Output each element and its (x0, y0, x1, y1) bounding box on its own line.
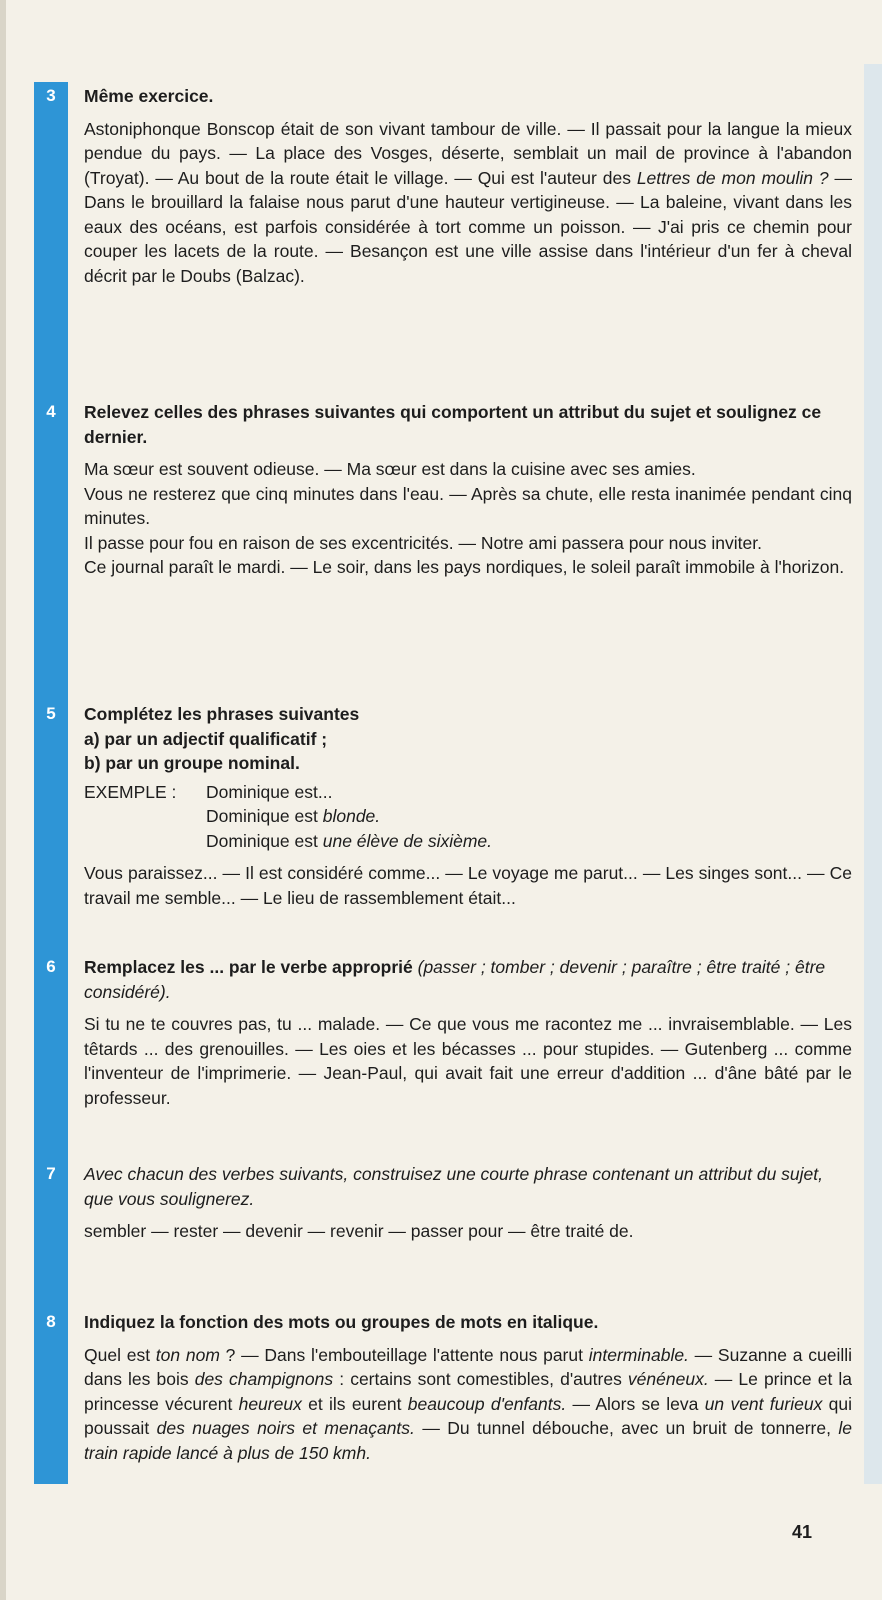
exercise-text: sembler — rester — devenir — revenir — passer pour — être traité de. (84, 1221, 634, 1241)
page-edge (0, 0, 6, 1600)
exercise-number: 6 (46, 957, 56, 976)
italic-text: blonde. (322, 806, 381, 826)
exercise-body (84, 84, 852, 288)
spacer (84, 853, 852, 861)
verb-list: (passer ; tomber ; devenir ; paraître ; être traité ; être considéré). (84, 957, 826, 1002)
text-segment: : certains sont comestibles, d'autres (333, 1369, 628, 1389)
sentence-line: Ce journal paraît le mardi. — Le soir, dans les pays nordiques, le soleil paraît immobile à l'horizon. (84, 557, 845, 577)
title-bold: Remplacez les ... par le verbe approprié (84, 957, 413, 977)
exercise-title: Indiquez la fonction des mots ou groupes de mots en italique. (84, 1312, 599, 1332)
exercise-body (84, 1310, 852, 1465)
text-segment: qui poussait (84, 1393, 852, 1438)
text-segment: — Le prince et la princesse vécurent (84, 1369, 853, 1414)
text-segment: — Dans le brouillard la falaise nous parut d'une hauteur vertigineuse. — La baleine, vivant dans les eaux des océans, est parfois considérée à tort comme un poisson. — J'ai pris ce chemin pour couper les lacets de la route. — Besançon est une ville assise dans l'intérieur d'un fer à cheval décrit par le Doubs (Balzac). (84, 167, 852, 286)
exercise-5 (34, 702, 852, 910)
exercise-text: Vous paraissez... — Il est considéré comme... — Le voyage me parut... — Les singes sont... — Ce travail me semble... — Le lieu de rassemblement était... (84, 863, 852, 908)
example-label: EXEMPLE : (84, 781, 177, 802)
exercise-number: 3 (46, 86, 56, 105)
exercise-text (84, 1343, 852, 1466)
italic-text: le train rapide lancé à plus de 150 kmh. (84, 1418, 852, 1463)
italic-text: interminable. (588, 1344, 689, 1365)
exercise-number: 7 (46, 1164, 56, 1183)
italic-text: beaucoup d'enfants. (407, 1393, 567, 1414)
exercise-4 (34, 400, 852, 580)
example-line (84, 829, 852, 854)
page-number: 41 (791, 1522, 812, 1542)
exercise-body (84, 955, 852, 1110)
italic-text: des nuages noirs et menaçants. (156, 1418, 415, 1438)
sentence-line: Il passe pour fou en raison de ses excentricités. — Notre ami passera pour nous inviter. (84, 532, 762, 553)
example-text: Dominique est... (206, 781, 333, 802)
exercise-body (84, 400, 852, 580)
exercise-8 (34, 1310, 852, 1465)
italic-text: une élève de sixième. (322, 830, 493, 851)
exercise-3 (34, 84, 852, 288)
exercise-number: 8 (46, 1312, 56, 1331)
right-margin-strip (864, 64, 882, 1484)
exercise-body (84, 1162, 852, 1244)
exercise-text: Si tu ne te couvres pas, tu ... malade. — Ce que vous me racontez me ... invraisemblable. — Les têtards ... des grenouilles. — Les oies et les bécasses ... pour stupides. — Gutenberg ... comme l'inventeur de l'imprimerie. — Jean-Paul, qui avait fait une erreur d'addition ... d'âne bâté par le professeur. (84, 1014, 852, 1108)
exercise-title (84, 955, 852, 1004)
exercise-subtitle-b: b) par un groupe nominal. (84, 753, 300, 773)
text-segment: ? — Dans l'embouteillage l'attente nous parut (219, 1344, 589, 1365)
example-text (206, 804, 380, 829)
text-segment: et ils eurent (301, 1393, 408, 1414)
example-line (84, 780, 852, 805)
text-segment: Astoniphonque Bonscop était de son vivant tambour de ville. — Il passait pour la langue la mieux pendue du pays. — La place des Vosges, déserte, semblait un mail de province à l'abandon (Troyat). — Au bout de la route était le village. — Qui est l'auteur des (84, 118, 852, 188)
italic-title: Lettres de mon moulin ? (636, 167, 829, 188)
text-segment: Dominique est (206, 806, 323, 826)
italic-text: heureux (238, 1393, 302, 1414)
sentence-line: Ma sœur est souvent odieuse. — Ma sœur est dans la cuisine avec ses amies. (84, 459, 696, 479)
exercise-number: 5 (46, 704, 56, 723)
italic-text: un vent furieux (704, 1393, 823, 1414)
italic-text: vénéneux. (627, 1369, 709, 1389)
exercise-title: Même exercice. (84, 86, 214, 106)
text-segment: — Suzanne a cueilli dans les bois (84, 1344, 852, 1389)
exercise-7 (34, 1162, 852, 1244)
text-segment: — Du tunnel débouche, avec un bruit de tonnerre, (414, 1418, 839, 1438)
exercise-text (84, 117, 852, 289)
sentence-line: Vous ne resterez que cinq minutes dans l'eau. — Après sa chute, elle resta inanimée pendant cinq minutes. (84, 483, 852, 528)
exercise-body (84, 702, 852, 910)
exercise-title: Relevez celles des phrases suivantes qui comportent un attribut du sujet et soulignez ce dernier. (84, 402, 822, 447)
example-indent (84, 829, 206, 854)
italic-text: des champignons (194, 1369, 334, 1389)
text-segment: Quel est (84, 1344, 156, 1365)
exercise-number: 4 (46, 402, 56, 421)
example-indent (84, 804, 206, 829)
exercise-subtitle-a: a) par un adjectif qualificatif ; (84, 728, 328, 749)
text-segment: — Alors se leva (566, 1393, 705, 1414)
exercise-title: Avec chacun des verbes suivants, construisez une courte phrase contenant un attribut du sujet, que vous soulignerez. (84, 1164, 824, 1209)
example-text (206, 829, 492, 854)
exercise-6 (34, 955, 852, 1110)
text-segment: Dominique est (206, 830, 323, 851)
example-line (84, 804, 852, 829)
italic-text: ton nom (155, 1344, 220, 1365)
exercise-title: Complétez les phrases suivantes (84, 704, 360, 724)
